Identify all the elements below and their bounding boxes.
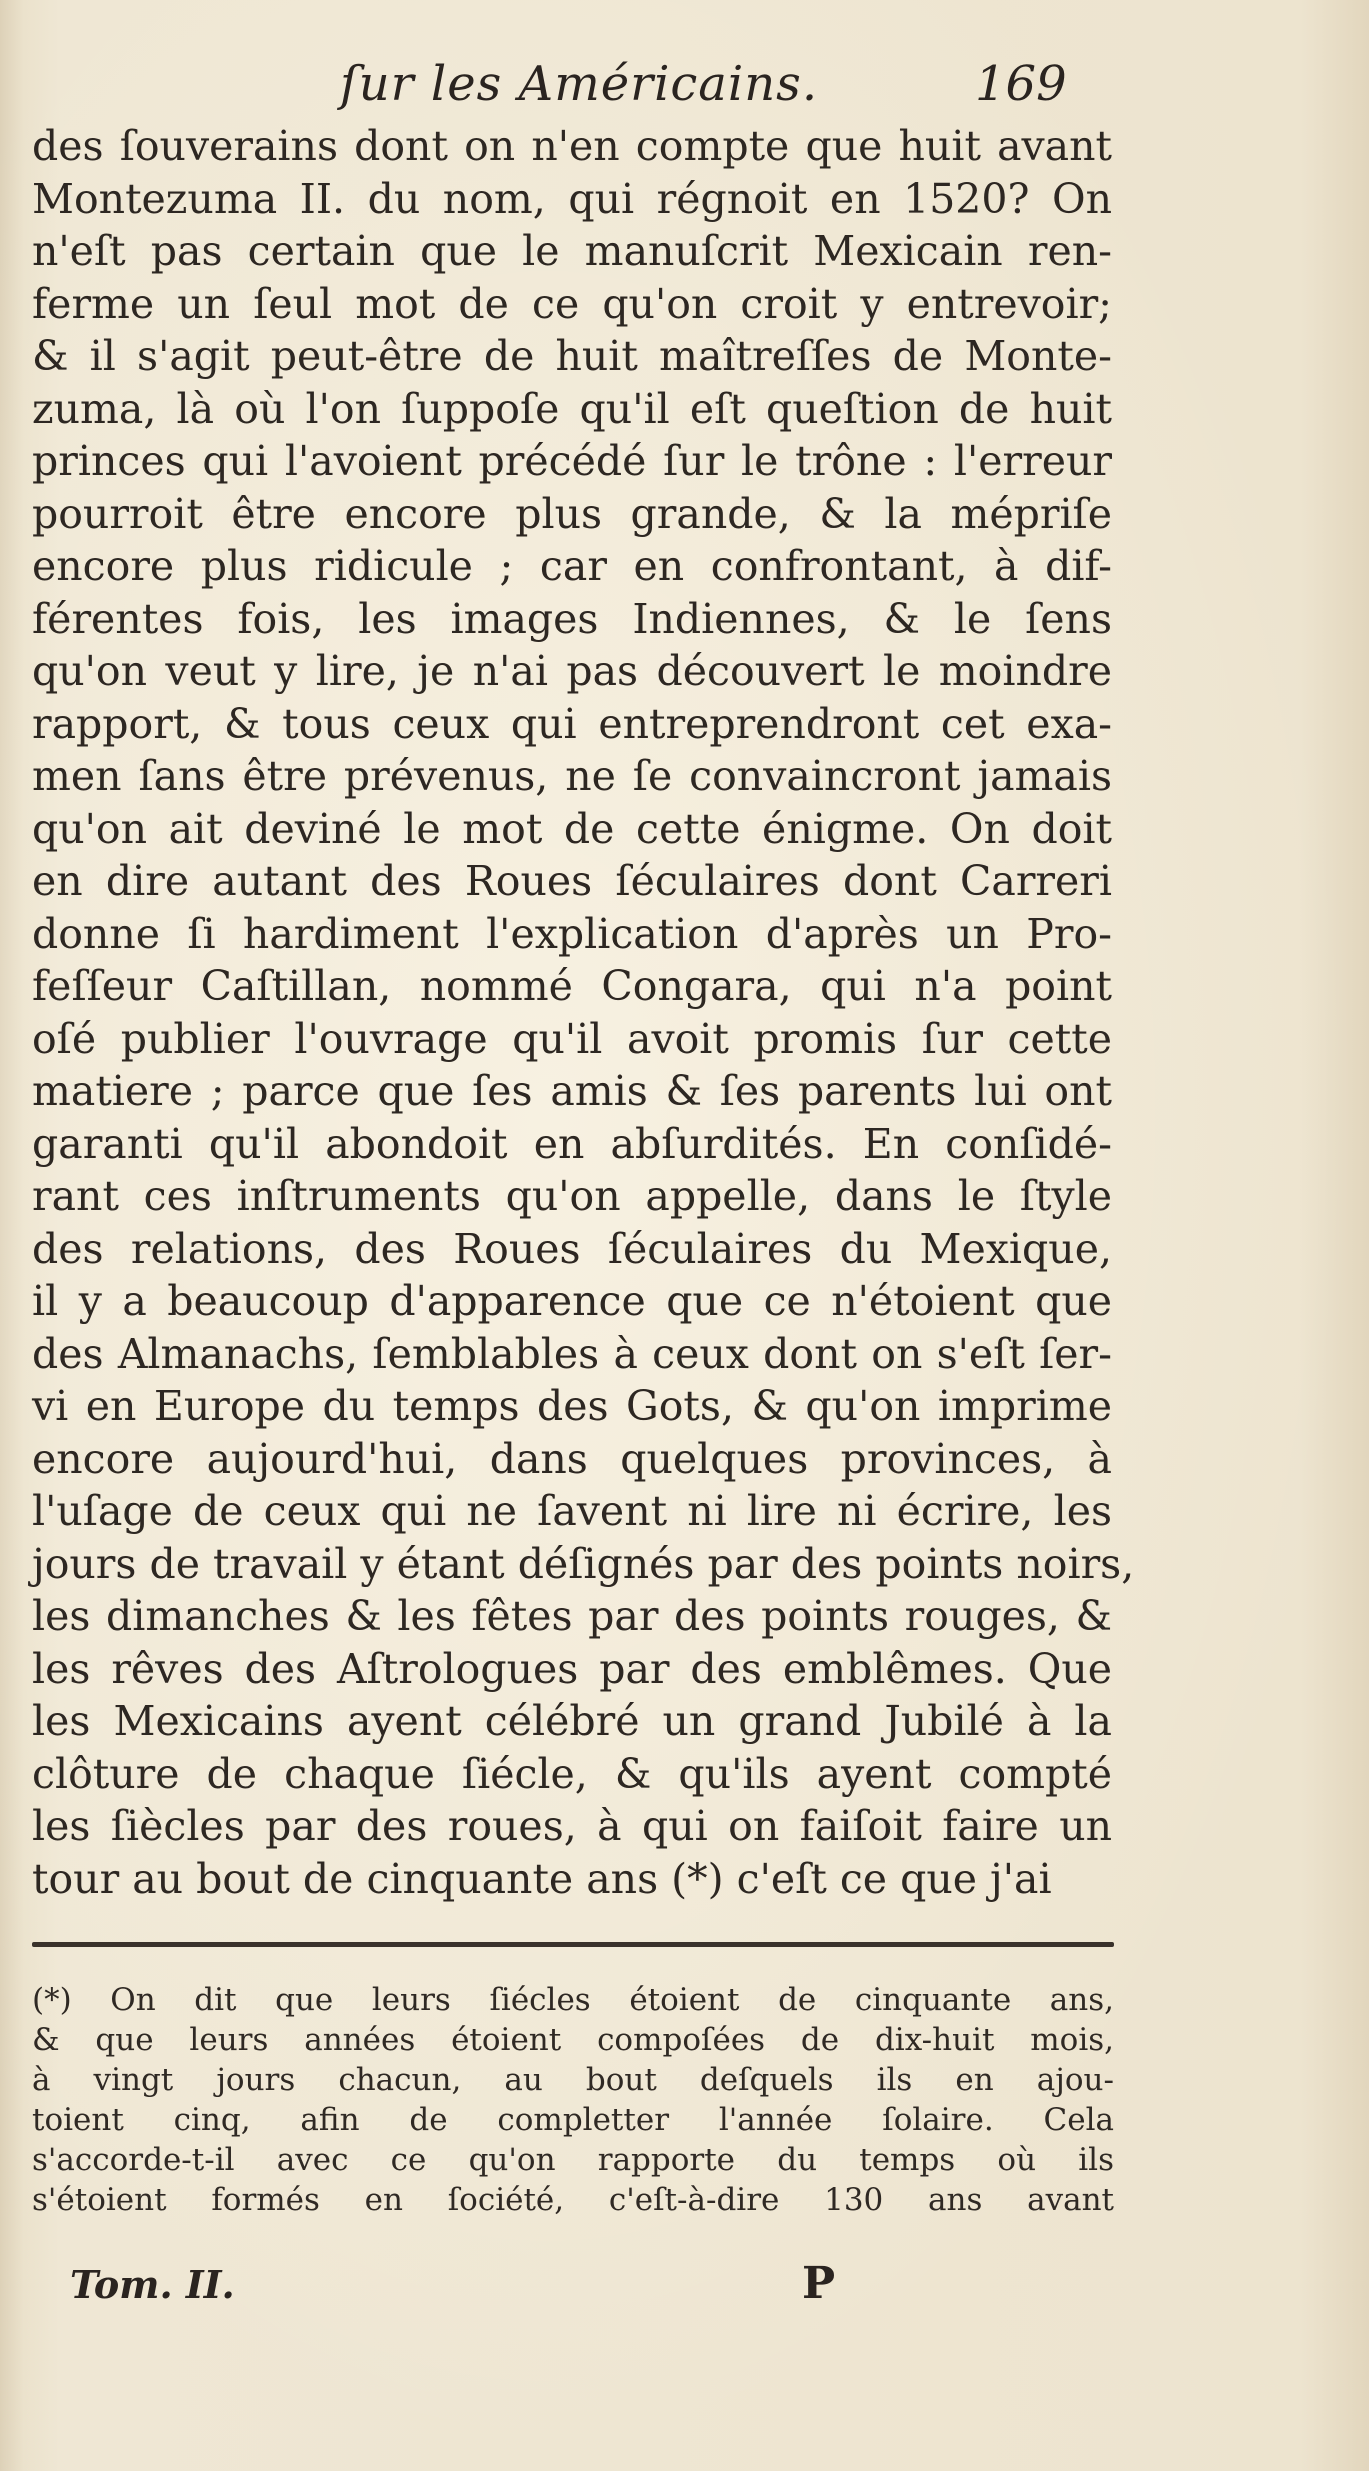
footnote-line: & que leurs années étoient compoſées de dix-huit mois, xyxy=(32,2022,1114,2058)
footnote-line: s'étoient formés en ſociété, c'eſt-à-dire 130 ans avant xyxy=(32,2182,1114,2218)
text-line: des Almanachs, ſemblables à ceux dont on s'eſt ſer- xyxy=(32,1329,1112,1378)
text-line: rapport, & tous ceux qui entreprendront cet exa- xyxy=(32,699,1112,748)
text-line: Montezuma II. du nom, qui régnoit en 1520? On xyxy=(32,174,1112,223)
text-line: il y a beaucoup d'apparence que ce n'étoient que xyxy=(32,1277,1112,1325)
text-line: jours de travail y étant déſignés par des points noirs, xyxy=(32,1539,1135,1588)
text-line: vi en Europe du temps des Gots, & qu'on imprime xyxy=(32,1382,1112,1430)
volume-label: Tom. II. xyxy=(70,2262,235,2307)
text-line: les dimanches & les fêtes par des points rouges, & xyxy=(32,1592,1112,1640)
text-line: princes qui l'avoient précédé ſur le trône : l'erreur xyxy=(32,437,1112,485)
page-number: 169 xyxy=(975,56,1067,112)
text-line: encore aujourd'hui, dans quelques provinces, à xyxy=(32,1434,1112,1483)
body-text xyxy=(32,120,1135,1905)
text-line: zuma, là où l'on ſuppoſe qu'il eſt queſtion de huit xyxy=(32,384,1112,433)
page-header xyxy=(0,46,1369,116)
text-line: l'uſage de ceux qui ne ſavent ni lire ni écrire, les xyxy=(32,1487,1112,1535)
text-line: les rêves des Aſtrologues par des emblêmes. Que xyxy=(32,1644,1112,1693)
text-line: pourroit être encore plus grande, & la mépriſe xyxy=(32,489,1112,538)
text-line: n'eſt pas certain que le manuſcrit Mexicain ren- xyxy=(32,227,1112,275)
text-line: qu'on ait deviné le mot de cette énigme. On doit xyxy=(32,804,1112,853)
text-line: garanti qu'il abondoit en abſurdités. En conſidé- xyxy=(32,1119,1112,1168)
footnote-rule xyxy=(32,1942,1114,1947)
text-line: les Mexicains ayent célébré un grand Jubilé à la xyxy=(32,1697,1112,1745)
running-head: ſur les Américains. xyxy=(340,56,819,112)
footnote-line: à vingt jours chacun, au bout deſquels ils en ajou- xyxy=(32,2062,1114,2098)
text-line: oſé publier l'ouvrage qu'il avoit promis ſur cette xyxy=(32,1014,1112,1063)
footnote-line: toient cinq, afin de completter l'année ſolaire. Cela xyxy=(32,2102,1114,2138)
text-line: les ſiècles par des roues, à qui on faiſoit faire un xyxy=(32,1802,1112,1850)
text-line: qu'on veut y lire, je n'ai pas découvert le moindre xyxy=(32,647,1112,695)
text-line: rant ces inſtruments qu'on appelle, dans le ſtyle xyxy=(32,1172,1112,1220)
text-line: donne ſi hardiment l'explication d'après un Pro- xyxy=(32,909,1112,958)
text-line: matiere ; parce que ſes amis & ſes parents lui ont xyxy=(32,1067,1112,1115)
text-line: encore plus ridicule ; car en confrontant, à dif- xyxy=(32,542,1112,590)
signature-mark: P xyxy=(802,2258,836,2309)
text-line: des ſouverains dont on n'en compte que huit avant xyxy=(32,122,1112,170)
text-line: clôture de chaque ſiécle, & qu'ils ayent compté xyxy=(32,1749,1112,1798)
text-line: en dire autant des Roues ſéculaires dont Carreri xyxy=(32,857,1112,905)
text-line: feſſeur Caſtillan, nommé Congara, qui n'a point xyxy=(32,962,1112,1010)
text-line: tour au bout de cinquante ans (*) c'eſt ce que j'ai xyxy=(32,1854,1052,1903)
page-footer xyxy=(0,2258,1369,2322)
text-line: men ſans être prévenus, ne ſe convaincront jamais xyxy=(32,752,1112,800)
footnote-line: s'accorde-t-il avec ce qu'on rapporte du temps où ils xyxy=(32,2142,1114,2178)
text-line: & il s'agit peut-être de huit maîtreſſes de Monte- xyxy=(32,332,1112,380)
text-line: férentes fois, les images Indiennes, & le ſens xyxy=(32,594,1112,643)
footnote xyxy=(32,1980,1114,2220)
text-line: ferme un ſeul mot de ce qu'on croit y entrevoir; xyxy=(32,279,1112,328)
footnote-line: (*) On dit que leurs ſiécles étoient de cinquante ans, xyxy=(32,1982,1114,2018)
text-line: des relations, des Roues ſéculaires du Mexique, xyxy=(32,1224,1112,1273)
